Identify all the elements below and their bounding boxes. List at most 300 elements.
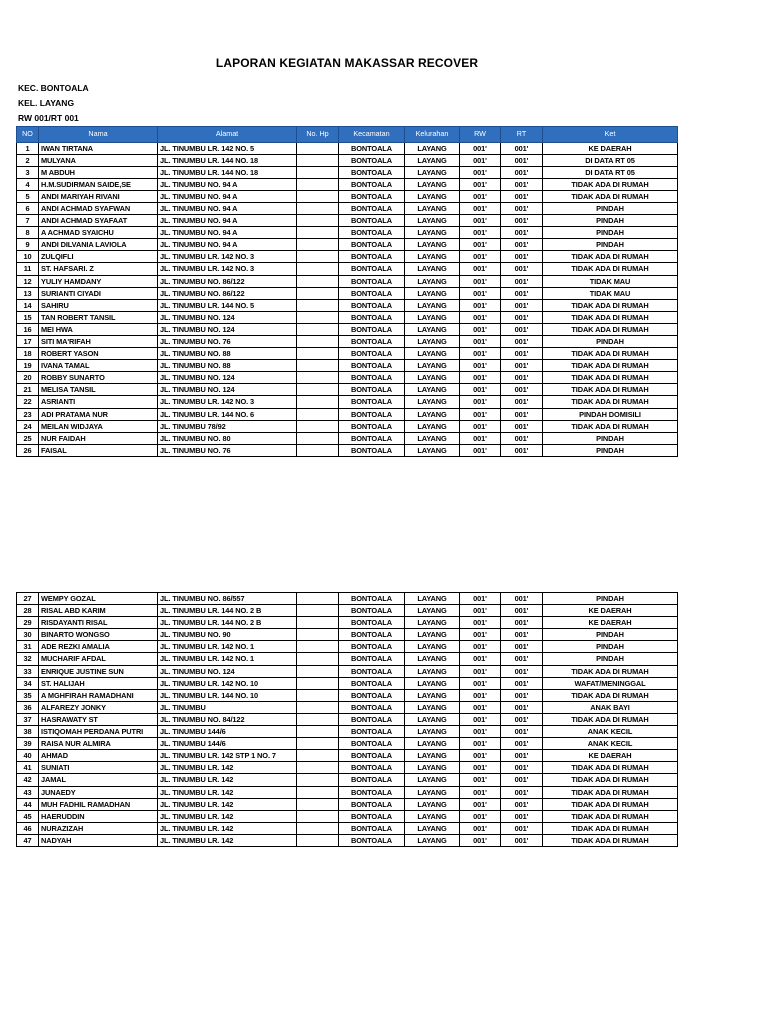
cell-alamat: JL. TINUMBU LR. 142: [158, 762, 297, 774]
cell-hp: [297, 605, 339, 617]
col-header-rw: RW: [460, 127, 501, 143]
cell-kel: LAYANG: [405, 738, 460, 750]
cell-kel: LAYANG: [405, 689, 460, 701]
cell-rw: 001': [460, 336, 501, 348]
cell-kel: LAYANG: [405, 372, 460, 384]
cell-rw: 001': [460, 786, 501, 798]
table-row: [17, 605, 678, 617]
cell-rw: 001': [460, 822, 501, 834]
cell-alamat: JL. TINUMBU 144/6: [158, 726, 297, 738]
cell-kel: LAYANG: [405, 202, 460, 214]
cell-rt: 001': [501, 190, 543, 202]
cell-alamat: JL. TINUMBU NO. 88: [158, 348, 297, 360]
cell-rw: 001': [460, 617, 501, 629]
cell-alamat: JL. TINUMBU LR. 142: [158, 834, 297, 846]
cell-no: 16: [17, 323, 39, 335]
cell-no: 4: [17, 178, 39, 190]
cell-ket: TIDAK ADA DI RUMAH: [543, 786, 678, 798]
cell-rw: 001': [460, 653, 501, 665]
cell-alamat: JL. TINUMBU LR. 142: [158, 822, 297, 834]
table-row: [17, 336, 678, 348]
cell-nama: A ACHMAD SYAICHU: [39, 227, 158, 239]
cell-nama: H.M.SUDIRMAN SAIDE,SE: [39, 178, 158, 190]
cell-ket: PINDAH: [543, 227, 678, 239]
cell-nama: RISDAYANTI RISAL: [39, 617, 158, 629]
cell-kec: BONTOALA: [339, 299, 405, 311]
table-body-part-1: [17, 142, 678, 456]
cell-alamat: JL. TINUMBU LR. 142 NO. 3: [158, 263, 297, 275]
cell-nama: JUNAEDY: [39, 786, 158, 798]
cell-kel: LAYANG: [405, 323, 460, 335]
cell-rt: 001': [501, 786, 543, 798]
cell-kel: LAYANG: [405, 653, 460, 665]
cell-ket: TIDAK ADA DI RUMAH: [543, 810, 678, 822]
cell-rw: 001': [460, 348, 501, 360]
cell-kec: BONTOALA: [339, 311, 405, 323]
cell-hp: [297, 360, 339, 372]
cell-rw: 001': [460, 396, 501, 408]
cell-alamat: JL. TINUMBU LR. 144 NO. 5: [158, 299, 297, 311]
cell-alamat: JL. TINUMBU NO. 76: [158, 336, 297, 348]
cell-rw: 001': [460, 384, 501, 396]
cell-kel: LAYANG: [405, 617, 460, 629]
cell-hp: [297, 701, 339, 713]
cell-ket: TIDAK ADA DI RUMAH: [543, 263, 678, 275]
cell-kel: LAYANG: [405, 263, 460, 275]
cell-alamat: JL. TINUMBU LR. 142 NO. 10: [158, 677, 297, 689]
table-row: [17, 275, 678, 287]
cell-hp: [297, 444, 339, 456]
cell-no: 42: [17, 774, 39, 786]
cell-kel: LAYANG: [405, 641, 460, 653]
cell-nama: ANDI ACHMAD SYAFWAN: [39, 202, 158, 214]
cell-kel: LAYANG: [405, 701, 460, 713]
cell-no: 18: [17, 348, 39, 360]
cell-alamat: JL. TINUMBU NO. 86/122: [158, 287, 297, 299]
cell-rt: 001': [501, 360, 543, 372]
cell-nama: A MGHFIRAH RAMADHANI: [39, 689, 158, 701]
cell-no: 26: [17, 444, 39, 456]
cell-kec: BONTOALA: [339, 593, 405, 605]
cell-kec: BONTOALA: [339, 215, 405, 227]
cell-no: 1: [17, 142, 39, 154]
table-row: [17, 166, 678, 178]
cell-hp: [297, 323, 339, 335]
cell-rw: 001': [460, 239, 501, 251]
cell-rt: 001': [501, 420, 543, 432]
cell-kec: BONTOALA: [339, 617, 405, 629]
cell-kec: BONTOALA: [339, 677, 405, 689]
table-row: [17, 444, 678, 456]
table-row: [17, 360, 678, 372]
cell-kec: BONTOALA: [339, 432, 405, 444]
cell-ket: TIDAK ADA DI RUMAH: [543, 190, 678, 202]
cell-kel: LAYANG: [405, 798, 460, 810]
table-row: [17, 311, 678, 323]
cell-hp: [297, 617, 339, 629]
table-row: [17, 251, 678, 263]
table-row: [17, 701, 678, 713]
cell-hp: [297, 311, 339, 323]
kelurahan-label: KEL. LAYANG: [18, 98, 75, 108]
cell-rw: 001': [460, 287, 501, 299]
cell-rt: 001': [501, 287, 543, 299]
cell-ket: TIDAK ADA DI RUMAH: [543, 299, 678, 311]
cell-ket: PINDAH: [543, 239, 678, 251]
cell-ket: PINDAH: [543, 215, 678, 227]
cell-alamat: JL. TINUMBU LR. 142: [158, 810, 297, 822]
cell-ket: PINDAH: [543, 629, 678, 641]
cell-kel: LAYANG: [405, 810, 460, 822]
cell-ket: TIDAK ADA DI RUMAH: [543, 420, 678, 432]
cell-rw: 001': [460, 834, 501, 846]
cell-hp: [297, 810, 339, 822]
cell-ket: PINDAH: [543, 432, 678, 444]
cell-hp: [297, 299, 339, 311]
cell-kec: BONTOALA: [339, 726, 405, 738]
cell-rt: 001': [501, 713, 543, 725]
cell-hp: [297, 750, 339, 762]
cell-rw: 001': [460, 762, 501, 774]
report-table-part-1: [16, 126, 678, 457]
cell-kel: LAYANG: [405, 190, 460, 202]
cell-ket: ANAK KECIL: [543, 738, 678, 750]
cell-ket: TIDAK ADA DI RUMAH: [543, 774, 678, 786]
cell-alamat: JL. TINUMBU LR. 142 NO. 1: [158, 653, 297, 665]
cell-hp: [297, 798, 339, 810]
cell-rt: 001': [501, 738, 543, 750]
cell-kel: LAYANG: [405, 629, 460, 641]
cell-nama: SURIANTI CIYADI: [39, 287, 158, 299]
cell-alamat: JL. TINUMBU NO. 94 A: [158, 178, 297, 190]
table-row: [17, 786, 678, 798]
cell-kel: LAYANG: [405, 348, 460, 360]
cell-kel: LAYANG: [405, 360, 460, 372]
cell-hp: [297, 202, 339, 214]
cell-rw: 001': [460, 372, 501, 384]
cell-ket: KE DAERAH: [543, 142, 678, 154]
cell-rt: 001': [501, 323, 543, 335]
cell-rt: 001': [501, 677, 543, 689]
cell-kel: LAYANG: [405, 444, 460, 456]
cell-kel: LAYANG: [405, 677, 460, 689]
cell-rw: 001': [460, 701, 501, 713]
cell-alamat: JL. TINUMBU NO. 94 A: [158, 190, 297, 202]
col-header-ket: Ket: [543, 127, 678, 143]
table-row: [17, 178, 678, 190]
cell-nama: ALFAREZY JONKY: [39, 701, 158, 713]
cell-hp: [297, 738, 339, 750]
cell-ket: TIDAK ADA DI RUMAH: [543, 323, 678, 335]
table-row: [17, 408, 678, 420]
cell-no: 19: [17, 360, 39, 372]
cell-rt: 001': [501, 275, 543, 287]
cell-rt: 001': [501, 408, 543, 420]
cell-nama: ANDI MARIYAH RIVANI: [39, 190, 158, 202]
table-row: [17, 287, 678, 299]
cell-kec: BONTOALA: [339, 762, 405, 774]
cell-no: 45: [17, 810, 39, 822]
cell-rw: 001': [460, 629, 501, 641]
cell-rw: 001': [460, 178, 501, 190]
cell-rw: 001': [460, 190, 501, 202]
cell-rt: 001': [501, 593, 543, 605]
cell-rw: 001': [460, 166, 501, 178]
table-row: [17, 762, 678, 774]
cell-rt: 001': [501, 396, 543, 408]
cell-no: 14: [17, 299, 39, 311]
table-row: [17, 798, 678, 810]
cell-ket: TIDAK ADA DI RUMAH: [543, 689, 678, 701]
cell-kec: BONTOALA: [339, 641, 405, 653]
cell-ket: ANAK BAYI: [543, 701, 678, 713]
cell-rt: 001': [501, 810, 543, 822]
cell-hp: [297, 142, 339, 154]
cell-rt: 001': [501, 653, 543, 665]
cell-ket: DI DATA RT 05: [543, 166, 678, 178]
cell-kel: LAYANG: [405, 408, 460, 420]
cell-kec: BONTOALA: [339, 798, 405, 810]
cell-hp: [297, 641, 339, 653]
cell-alamat: JL. TINUMBU NO. 86/557: [158, 593, 297, 605]
cell-alamat: JL. TINUMBU NO. 124: [158, 311, 297, 323]
cell-kel: LAYANG: [405, 251, 460, 263]
cell-ket: PINDAH: [543, 641, 678, 653]
cell-kel: LAYANG: [405, 299, 460, 311]
cell-rt: 001': [501, 348, 543, 360]
table-row: [17, 348, 678, 360]
cell-alamat: JL. TINUMBU LR. 142: [158, 798, 297, 810]
cell-hp: [297, 713, 339, 725]
cell-nama: HASRAWATY ST: [39, 713, 158, 725]
cell-no: 38: [17, 726, 39, 738]
cell-hp: [297, 834, 339, 846]
cell-no: 35: [17, 689, 39, 701]
cell-rt: 001': [501, 142, 543, 154]
cell-no: 34: [17, 677, 39, 689]
kecamatan-label: KEC. BONTOALA: [18, 83, 89, 93]
cell-hp: [297, 190, 339, 202]
cell-ket: TIDAK ADA DI RUMAH: [543, 348, 678, 360]
table-row: [17, 420, 678, 432]
cell-nama: SUNIATI: [39, 762, 158, 774]
cell-rt: 001': [501, 701, 543, 713]
cell-hp: [297, 677, 339, 689]
cell-rw: 001': [460, 275, 501, 287]
cell-ket: PINDAH: [543, 444, 678, 456]
cell-alamat: JL. TINUMBU NO. 80: [158, 432, 297, 444]
cell-nama: RAISA NUR ALMIRA: [39, 738, 158, 750]
cell-no: 29: [17, 617, 39, 629]
cell-nama: NUR FAIDAH: [39, 432, 158, 444]
table-row: [17, 190, 678, 202]
cell-nama: MUH FADHIL RAMADHAN: [39, 798, 158, 810]
cell-no: 24: [17, 420, 39, 432]
cell-hp: [297, 726, 339, 738]
cell-nama: RISAL ABD KARIM: [39, 605, 158, 617]
cell-kec: BONTOALA: [339, 396, 405, 408]
cell-kel: LAYANG: [405, 726, 460, 738]
cell-no: 46: [17, 822, 39, 834]
cell-ket: PINDAH: [543, 653, 678, 665]
cell-rw: 001': [460, 263, 501, 275]
cell-rw: 001': [460, 408, 501, 420]
table-row: [17, 372, 678, 384]
cell-rw: 001': [460, 215, 501, 227]
cell-nama: ROBERT YASON: [39, 348, 158, 360]
cell-rw: 001': [460, 641, 501, 653]
cell-nama: IVANA TAMAL: [39, 360, 158, 372]
cell-hp: [297, 384, 339, 396]
cell-kec: BONTOALA: [339, 420, 405, 432]
cell-kec: BONTOALA: [339, 384, 405, 396]
cell-kec: BONTOALA: [339, 774, 405, 786]
cell-rw: 001': [460, 323, 501, 335]
cell-nama: AHMAD: [39, 750, 158, 762]
cell-ket: TIDAK ADA DI RUMAH: [543, 713, 678, 725]
cell-kec: BONTOALA: [339, 713, 405, 725]
cell-ket: TIDAK MAU: [543, 287, 678, 299]
cell-alamat: JL. TINUMBU NO. 124: [158, 384, 297, 396]
cell-no: 41: [17, 762, 39, 774]
cell-hp: [297, 227, 339, 239]
cell-nama: MEI HWA: [39, 323, 158, 335]
cell-rw: 001': [460, 677, 501, 689]
cell-kel: LAYANG: [405, 774, 460, 786]
cell-no: 27: [17, 593, 39, 605]
cell-nama: SAHIRU: [39, 299, 158, 311]
cell-nama: MULYANA: [39, 154, 158, 166]
cell-hp: [297, 287, 339, 299]
cell-kel: LAYANG: [405, 215, 460, 227]
cell-kec: BONTOALA: [339, 275, 405, 287]
cell-hp: [297, 396, 339, 408]
cell-no: 22: [17, 396, 39, 408]
cell-no: 9: [17, 239, 39, 251]
cell-hp: [297, 593, 339, 605]
cell-hp: [297, 154, 339, 166]
cell-alamat: JL. TINUMBU LR. 142: [158, 774, 297, 786]
cell-no: 13: [17, 287, 39, 299]
cell-ket: WAFAT/MENINGGAL: [543, 677, 678, 689]
cell-alamat: JL. TINUMBU NO. 94 A: [158, 227, 297, 239]
table-row: [17, 432, 678, 444]
cell-ket: PINDAH: [543, 202, 678, 214]
cell-rw: 001': [460, 593, 501, 605]
cell-ket: PINDAH: [543, 593, 678, 605]
cell-hp: [297, 166, 339, 178]
cell-kec: BONTOALA: [339, 629, 405, 641]
cell-nama: ROBBY SUNARTO: [39, 372, 158, 384]
col-header-kelurahan: Kelurahan: [405, 127, 460, 143]
table-row: [17, 215, 678, 227]
cell-ket: TIDAK MAU: [543, 275, 678, 287]
cell-kec: BONTOALA: [339, 360, 405, 372]
cell-rw: 001': [460, 605, 501, 617]
cell-rw: 001': [460, 154, 501, 166]
cell-rt: 001': [501, 834, 543, 846]
cell-kel: LAYANG: [405, 420, 460, 432]
cell-kel: LAYANG: [405, 786, 460, 798]
cell-nama: ST. HAFSARI. Z: [39, 263, 158, 275]
cell-ket: PINDAH: [543, 336, 678, 348]
cell-no: 3: [17, 166, 39, 178]
cell-rw: 001': [460, 798, 501, 810]
cell-rt: 001': [501, 239, 543, 251]
table-row: [17, 810, 678, 822]
cell-alamat: JL. TINUMBU NO. 84/122: [158, 713, 297, 725]
cell-kel: LAYANG: [405, 336, 460, 348]
cell-kec: BONTOALA: [339, 689, 405, 701]
cell-nama: ANDI ACHMAD SYAFAAT: [39, 215, 158, 227]
cell-nama: WEMPY GOZAL: [39, 593, 158, 605]
cell-no: 20: [17, 372, 39, 384]
cell-rt: 001': [501, 336, 543, 348]
table-row: [17, 142, 678, 154]
cell-ket: ANAK KECIL: [543, 726, 678, 738]
cell-nama: ADI PRATAMA NUR: [39, 408, 158, 420]
cell-kel: LAYANG: [405, 311, 460, 323]
table-row: [17, 834, 678, 846]
cell-alamat: JL. TINUMBU NO. 90: [158, 629, 297, 641]
cell-hp: [297, 762, 339, 774]
cell-rt: 001': [501, 227, 543, 239]
cell-kec: BONTOALA: [339, 287, 405, 299]
col-header-no-hp: No. Hp: [297, 127, 339, 143]
cell-kec: BONTOALA: [339, 605, 405, 617]
cell-rw: 001': [460, 251, 501, 263]
cell-kel: LAYANG: [405, 166, 460, 178]
cell-no: 40: [17, 750, 39, 762]
cell-rt: 001': [501, 311, 543, 323]
cell-alamat: JL. TINUMBU NO. 124: [158, 323, 297, 335]
cell-kec: BONTOALA: [339, 142, 405, 154]
cell-rt: 001': [501, 750, 543, 762]
cell-nama: BINARTO WONGSO: [39, 629, 158, 641]
table-row: [17, 713, 678, 725]
cell-no: 15: [17, 311, 39, 323]
cell-rw: 001': [460, 432, 501, 444]
cell-no: 30: [17, 629, 39, 641]
table-row: [17, 774, 678, 786]
cell-kel: LAYANG: [405, 227, 460, 239]
cell-alamat: JL. TINUMBU LR. 144 NO. 6: [158, 408, 297, 420]
table-row: [17, 299, 678, 311]
cell-ket: KE DAERAH: [543, 750, 678, 762]
cell-ket: TIDAK ADA DI RUMAH: [543, 251, 678, 263]
cell-alamat: JL. TINUMBU NO. 86/122: [158, 275, 297, 287]
cell-nama: ZULQIFLI: [39, 251, 158, 263]
cell-hp: [297, 420, 339, 432]
cell-alamat: JL. TINUMBU 144/6: [158, 738, 297, 750]
cell-ket: TIDAK ADA DI RUMAH: [543, 396, 678, 408]
cell-ket: TIDAK ADA DI RUMAH: [543, 822, 678, 834]
cell-kel: LAYANG: [405, 396, 460, 408]
cell-kel: LAYANG: [405, 605, 460, 617]
cell-kec: BONTOALA: [339, 202, 405, 214]
cell-rt: 001': [501, 689, 543, 701]
cell-kec: BONTOALA: [339, 786, 405, 798]
cell-ket: TIDAK ADA DI RUMAH: [543, 178, 678, 190]
table-row: [17, 653, 678, 665]
cell-rt: 001': [501, 665, 543, 677]
cell-hp: [297, 689, 339, 701]
table-body-part-2: [17, 593, 678, 847]
cell-rw: 001': [460, 420, 501, 432]
cell-no: 8: [17, 227, 39, 239]
table-header-row: [17, 127, 678, 143]
cell-hp: [297, 774, 339, 786]
